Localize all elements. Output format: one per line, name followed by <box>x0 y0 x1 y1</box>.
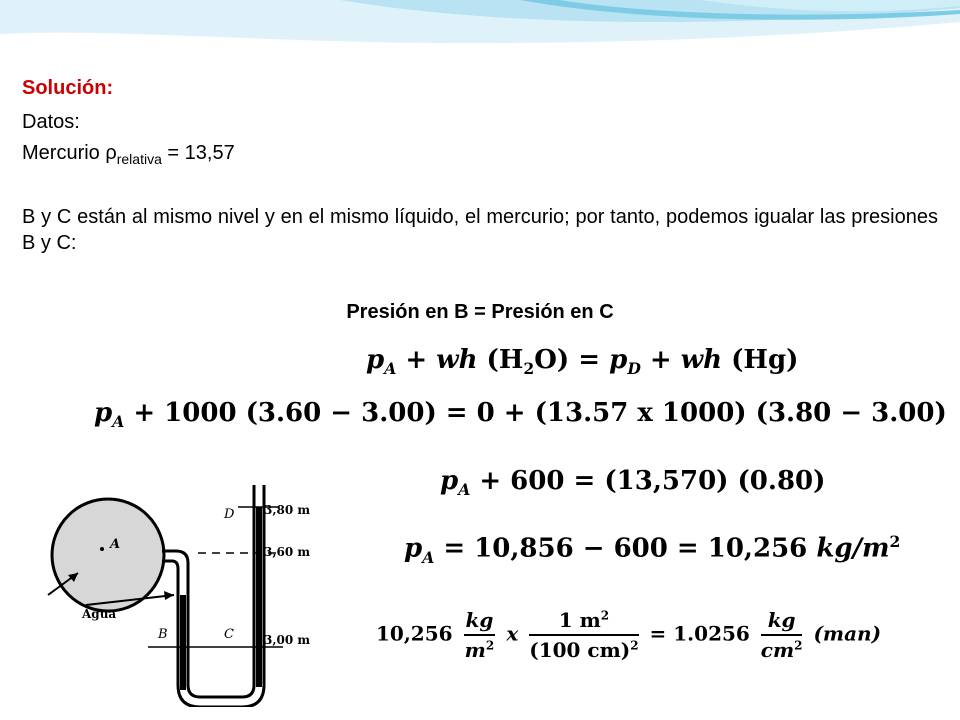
eq5-f2-num: 1 m <box>558 608 601 632</box>
eq1-plus: + <box>405 345 437 375</box>
explanation-paragraph: B y C están al mismo nivel y en el mismo líquido, el mercurio; por tanto, podemos igualar las presiones B y C: <box>22 206 938 254</box>
eq1-o: O) = <box>534 345 610 375</box>
equation-1 <box>366 345 798 378</box>
equation-3 <box>440 466 825 499</box>
mercury-prefix: Mercurio ρ <box>22 142 117 164</box>
eq1-wh: wh <box>436 345 478 375</box>
level-label-380: 3,80 m <box>264 503 311 517</box>
eq1-plus2: + <box>640 345 681 375</box>
header-wave-decoration <box>0 0 960 70</box>
data-label: Datos: <box>22 111 80 133</box>
pressure-equality-statement: Presión en B = Presión en C <box>346 301 614 323</box>
label-c: C <box>224 627 234 642</box>
eq5-times: x <box>506 621 519 646</box>
label-d: D <box>224 507 235 522</box>
eq2-p: p <box>94 398 113 428</box>
eq1-h: (H <box>477 345 524 375</box>
eq5-f3-den: cm <box>760 638 795 662</box>
eq3-body: + 600 = (13,570) (0.80) <box>470 466 826 496</box>
eq2-p-sub: A <box>112 412 125 432</box>
eq4-p: p <box>404 533 423 564</box>
level-label-300: 3,00 m <box>264 633 311 647</box>
eq3-p: p <box>440 466 459 496</box>
solution-title: Solución: <box>22 77 114 99</box>
eq4-body: = 10,856 − 600 = 10,256 <box>434 533 817 564</box>
eq5-f2-num-sup: 2 <box>600 608 610 623</box>
manometer-figure <box>38 445 328 707</box>
eq5-f1-den-sup: 2 <box>485 638 495 653</box>
eq1-pd: p <box>609 345 628 375</box>
eq5-f2-den: (100 cm) <box>529 638 631 662</box>
mercury-value: = 13,57 <box>161 142 235 164</box>
eq5-f3-num: kg <box>767 608 796 632</box>
eq5-equals: = 1.0256 <box>649 621 750 646</box>
eq5-f1-den: m <box>464 638 486 662</box>
eq4-p-sub: A <box>422 547 435 567</box>
eq5-lead: 10,256 <box>376 621 453 646</box>
eq5-fraction-3 <box>761 608 803 662</box>
eq1-hg: (Hg) <box>722 345 799 375</box>
equation-2 <box>94 398 947 431</box>
eq5-fraction-2 <box>529 608 638 662</box>
equation-4 <box>404 532 900 567</box>
eq2-body: + 1000 (3.60 − 3.00) = 0 + (13.57 x 1000) (3.80 − 3.00) <box>124 398 947 428</box>
eq5-f3-den-sup: 2 <box>794 638 803 653</box>
label-b: B <box>158 627 168 642</box>
eq1-pd-sub: D <box>627 359 641 379</box>
equation-5 <box>376 608 881 662</box>
eq1-h2-sub: 2 <box>523 359 535 379</box>
mercury-density <box>22 141 235 171</box>
label-agua: Agua <box>82 607 117 621</box>
eq5-f1-num: kg <box>465 608 494 632</box>
mercury-subscript: relativa <box>116 151 162 167</box>
level-label-360: 3,60 m <box>264 545 311 559</box>
eq4-unit: kg/m <box>816 533 890 564</box>
label-a: A <box>110 537 121 552</box>
eq1-p-sub: A <box>384 359 397 379</box>
eq5-tail: (man) <box>813 621 882 646</box>
eq3-p-sub: A <box>458 480 471 500</box>
eq1-wh2: wh <box>680 345 723 375</box>
manometer-diagram <box>38 445 328 707</box>
eq5-fraction-1 <box>464 608 496 662</box>
eq5-f2-den-sup: 2 <box>630 638 639 653</box>
eq1-p: p <box>366 345 385 375</box>
eq4-unit-sup: 2 <box>889 532 901 551</box>
